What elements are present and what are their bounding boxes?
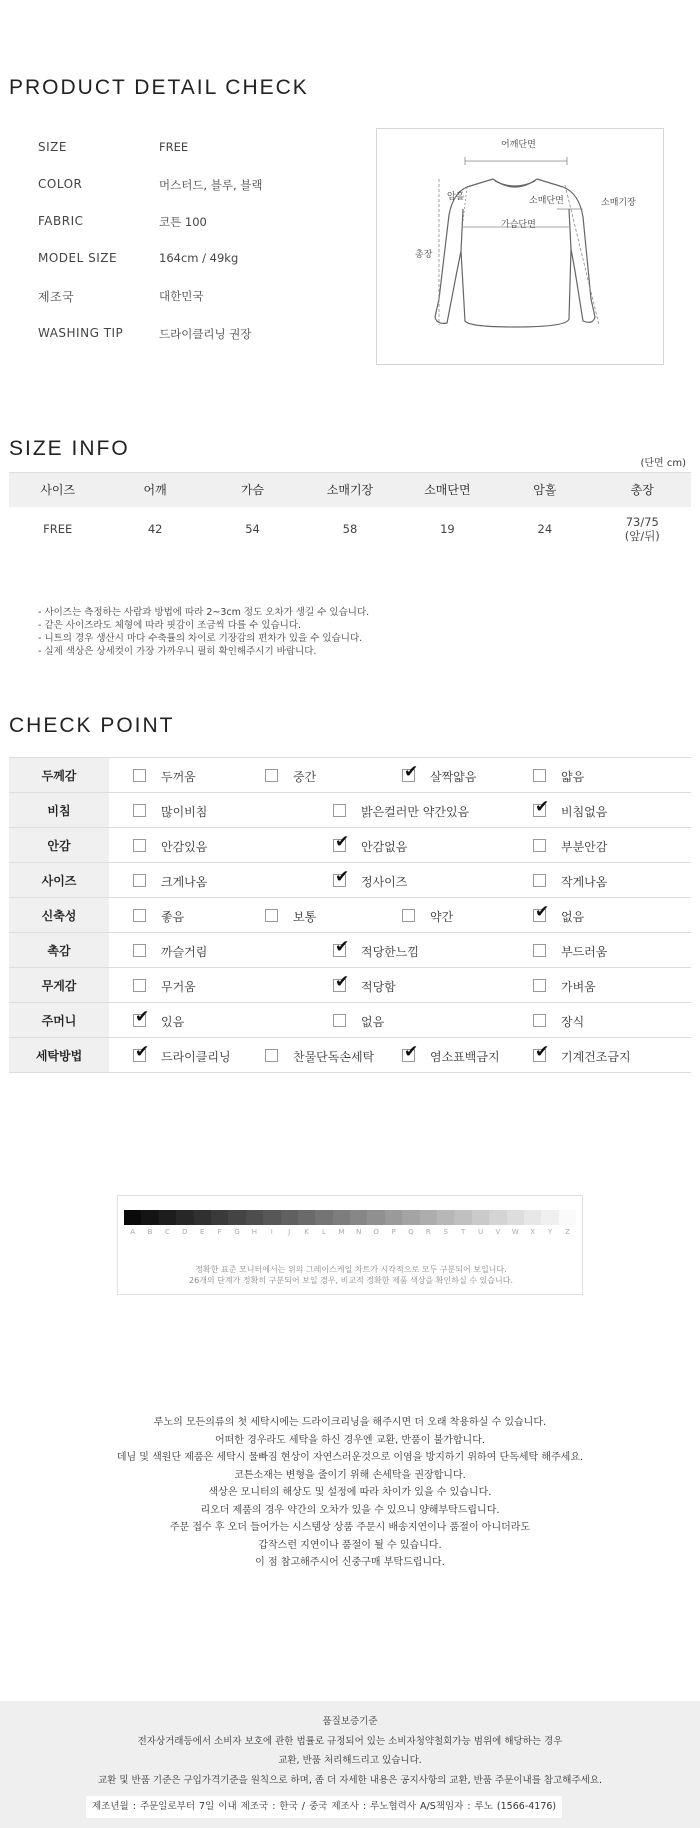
checkbox-label: 중간 <box>293 770 317 784</box>
checkpoint-heading: 사이즈 <box>9 863 109 898</box>
cell-length-value: 73/75 <box>625 514 659 529</box>
size-table-header <box>9 473 691 507</box>
size-table <box>9 472 691 547</box>
grayscale-note <box>118 1264 584 1286</box>
checkbox-icon <box>533 797 550 817</box>
checkpoint-heading: 두께감 <box>9 758 109 793</box>
care-notice <box>0 1414 700 1572</box>
check-mark-icon: ✔ <box>335 832 350 852</box>
th-armhole: 암홀 <box>496 473 593 507</box>
grayscale-letter: T <box>460 1228 466 1236</box>
pd-row-model-size <box>38 251 338 271</box>
checkbox-icon <box>133 1007 150 1027</box>
cell-shoulder: 42 <box>147 521 163 536</box>
th-length: 총장 <box>594 473 691 507</box>
checkpoint-heading: 신축성 <box>9 898 109 933</box>
grayscale-letter: C <box>165 1228 170 1236</box>
grayscale-step <box>350 1210 367 1225</box>
checkbox-label: 기계건조금지 <box>561 1050 631 1064</box>
th-shoulder: 어깨 <box>106 473 203 507</box>
check-point-title: CHECK POINT <box>9 714 175 737</box>
check-mark-icon: ✔ <box>535 797 550 817</box>
checkpoint-row <box>9 1038 691 1073</box>
checkbox-label: 정사이즈 <box>361 875 408 889</box>
pd-value: 드라이클리닝 권장 <box>159 327 252 341</box>
checkbox-icon <box>265 909 278 922</box>
checkbox-icon <box>533 874 546 887</box>
checkbox-label: 없음 <box>361 1015 385 1029</box>
grayscale-letter: Q <box>408 1228 414 1236</box>
cell-armhole: 24 <box>537 521 553 536</box>
pd-row-origin <box>38 288 338 308</box>
pd-key: MODEL SIZE <box>38 251 118 265</box>
cell-chest: 54 <box>245 521 260 536</box>
footer-line: 교환, 반품 처리해드리고 있습니다. <box>278 1755 422 1766</box>
checkbox-label: 많이비침 <box>161 805 208 819</box>
checkbox-label: 적당한느낌 <box>361 945 419 959</box>
checkpoint-row <box>9 968 691 1003</box>
grayscale-letter: Z <box>565 1228 570 1236</box>
checkpoint-options <box>109 758 691 793</box>
grayscale-letter: I <box>270 1228 273 1236</box>
grayscale-letter: E <box>200 1228 205 1236</box>
product-detail-title: PRODUCT DETAIL CHECK <box>9 76 309 99</box>
check-mark-icon: ✔ <box>135 1042 150 1062</box>
grayscale-step <box>141 1210 158 1225</box>
checkbox-label: 보통 <box>293 910 317 924</box>
checkbox-icon <box>133 1042 150 1062</box>
checkpoint-heading: 무게감 <box>9 968 109 1003</box>
checkbox-label: 없음 <box>561 910 585 924</box>
checkbox-label: 두꺼움 <box>161 770 196 784</box>
grayscale-chart <box>117 1195 583 1295</box>
checkpoint-heading: 촉감 <box>9 933 109 968</box>
checkbox-icon <box>265 769 278 782</box>
checkbox-icon <box>533 979 546 992</box>
cell-length <box>594 507 691 547</box>
checkbox-icon <box>333 867 350 887</box>
grayscale-letter: H <box>251 1228 258 1236</box>
grayscale-letter: P <box>391 1228 396 1236</box>
note-line: - 사이즈는 측정하는 사람과 방법에 따라 2~3cm 정도 오차가 생길 수 있습니다. <box>38 607 370 618</box>
checkpoint-row <box>9 828 691 863</box>
pd-value: 머스터드, 블루, 블랙 <box>159 178 263 192</box>
checkbox-label: 살짝얇음 <box>430 770 477 784</box>
checkbox-label: 까슬거림 <box>161 945 208 959</box>
grayscale-letter: G <box>234 1228 240 1236</box>
checkbox-icon <box>533 769 546 782</box>
grayscale-letter: D <box>182 1228 188 1236</box>
checkpoint-heading: 안감 <box>9 828 109 863</box>
check-mark-icon: ✔ <box>404 762 419 782</box>
care-line: 데님 및 색원단 제품은 세탁시 물빠짐 현상이 자연스러운것으로 이염을 방지하기 위하여 단독세탁 해주세요. <box>116 1452 584 1463</box>
checkpoint-options <box>109 933 691 968</box>
checkbox-icon <box>133 944 146 957</box>
grayscale-step <box>333 1210 350 1225</box>
grayscale-letter: X <box>530 1228 536 1236</box>
label-length: 총장 <box>415 250 433 260</box>
grayscale-step <box>402 1210 419 1225</box>
grayscale-step <box>281 1210 298 1225</box>
grayscale-letter: W <box>511 1228 519 1236</box>
care-line: 리오더 제품의 경우 약간의 오차가 있을 수 있으니 양해부탁드립니다. <box>200 1504 500 1516</box>
grayscale-step <box>246 1210 263 1225</box>
checkpoint-heading: 주머니 <box>9 1003 109 1038</box>
grayscale-step <box>367 1210 384 1225</box>
care-line: 루노의 모든의류의 첫 세탁시에는 드라이크리닝을 해주시면 더 오래 착용하실 수 있습니다. <box>153 1417 547 1428</box>
footer-heading: 품질보증기준 <box>322 1716 378 1727</box>
care-line: 색상은 모니터의 해상도 및 설정에 따라 차이가 있을 수 있습니다. <box>208 1487 492 1498</box>
th-chest: 가슴 <box>204 473 301 507</box>
grayscale-letters <box>124 1228 576 1236</box>
checkpoint-row <box>9 758 691 793</box>
checkpoint-row <box>9 793 691 828</box>
grayscale-note-line: 정확한 표준 모니터에서는 위의 그레이스케일 차트가 시각적으로 모두 구분되어 보입니다. <box>195 1265 507 1274</box>
check-mark-icon: ✔ <box>335 972 350 992</box>
grayscale-step <box>437 1210 454 1225</box>
care-line: 갑작스런 지연이나 품절이 될 수 있습니다. <box>258 1539 442 1551</box>
grayscale-letter: R <box>425 1228 431 1236</box>
pd-value: 코튼 100 <box>159 215 207 229</box>
checkbox-icon <box>265 1049 278 1062</box>
check-mark-icon: ✔ <box>535 1042 550 1062</box>
checkbox-label: 부드러움 <box>561 945 608 959</box>
grayscale-letter: Y <box>547 1228 553 1236</box>
grayscale-letter: J <box>288 1228 291 1236</box>
grayscale-letter: U <box>477 1228 484 1236</box>
grayscale-letter: K <box>304 1228 309 1236</box>
checkpoint-options <box>109 863 691 898</box>
check-mark-icon: ✔ <box>335 937 350 957</box>
grayscale-step <box>559 1210 576 1225</box>
footer-line: 전자상거래등에서 소비자 보호에 관한 법률로 규정되어 있는 소비자청약철회가능 범위에 해당하는 경우 <box>137 1735 563 1747</box>
cell-sleeve-width: 19 <box>440 521 455 536</box>
care-line: 어떠한 경우라도 세탁을 하신 경우엔 교환, 반품이 불가합니다. <box>214 1434 486 1446</box>
grayscale-letter: B <box>147 1228 153 1236</box>
unit-note: (단면 cm) <box>640 458 686 469</box>
grayscale-step <box>385 1210 402 1225</box>
grayscale-letter: F <box>217 1228 222 1236</box>
pd-key: 제조국 <box>38 290 75 304</box>
grayscale-step <box>159 1210 176 1225</box>
size-info-title: SIZE INFO <box>9 437 130 460</box>
cell-length-sub: (앞/뒤) <box>624 528 660 543</box>
check-mark-icon: ✔ <box>535 902 550 922</box>
grayscale-letter: S <box>443 1228 448 1236</box>
grayscale-step <box>507 1210 524 1225</box>
table-row <box>9 507 691 547</box>
grayscale-letter: L <box>322 1228 326 1236</box>
checkpoint-options <box>109 1038 691 1073</box>
checkbox-icon <box>333 804 346 817</box>
checkpoint-heading: 세탁방법 <box>9 1038 109 1073</box>
checkbox-icon <box>402 762 419 782</box>
checkbox-label: 부분안감 <box>561 840 608 854</box>
care-line: 이 점 참고해주시어 신중구매 부탁드립니다. <box>255 1557 445 1568</box>
grayscale-step <box>228 1210 245 1225</box>
label-sleeve-width: 소매단면 <box>529 196 564 206</box>
grayscale-step <box>454 1210 471 1225</box>
grayscale-letter: A <box>130 1228 136 1236</box>
pd-key: FABRIC <box>38 214 84 228</box>
grayscale-step <box>176 1210 193 1225</box>
checkbox-icon <box>533 1042 550 1062</box>
pd-key: SIZE <box>38 140 67 154</box>
quality-footer <box>0 1701 700 1828</box>
grayscale-step <box>420 1210 437 1225</box>
pd-value: 대한민국 <box>159 289 204 303</box>
checkpoint-options <box>109 1003 691 1038</box>
grayscale-step <box>489 1210 506 1225</box>
size-notes <box>38 606 369 658</box>
checkbox-icon <box>333 1014 346 1027</box>
checkbox-icon <box>133 979 146 992</box>
checkbox-label: 가벼움 <box>561 980 596 994</box>
checkbox-label: 크게나옴 <box>161 875 208 889</box>
th-size: 사이즈 <box>9 473 106 507</box>
checkbox-label: 찬물단독손세탁 <box>293 1050 375 1064</box>
cell-sleeve-length: 58 <box>342 521 358 536</box>
grayscale-letter: N <box>356 1228 362 1236</box>
pd-row-color <box>38 177 338 197</box>
check-mark-icon: ✔ <box>135 1007 150 1027</box>
note-line: - 실제 색상은 상세컷이 가장 가까우니 필히 확인해주시기 바랍니다. <box>38 646 317 657</box>
checkbox-label: 약간 <box>430 910 454 924</box>
pd-value: FREE <box>159 140 189 154</box>
pd-row-fabric <box>38 214 338 234</box>
checkpoint-heading: 비침 <box>9 793 109 828</box>
note-line: - 니트의 경우 생산시 마다 수축률의 차이로 기장감의 편차가 있을 수 있습니다. <box>38 633 363 644</box>
checkpoint-options <box>109 898 691 933</box>
footer-info: 제조년월 : 주문일로부터 7일 이내 제조국 : 한국 / 중국 제조사 : 루노협력사 A/S책임자 : 루노 (1566-4176) <box>86 1796 562 1818</box>
checkbox-icon <box>133 874 146 887</box>
care-line: 코튼소재는 변형을 줄이기 위해 손세탁을 권장합니다. <box>234 1469 466 1481</box>
th-sleeve-length: 소매기장 <box>301 473 398 507</box>
checkpoint-row <box>9 1003 691 1038</box>
checkpoint-options <box>109 793 691 828</box>
checkbox-icon <box>402 1042 419 1062</box>
checkbox-label: 얇음 <box>561 770 585 784</box>
checkbox-label: 무거움 <box>161 980 196 994</box>
grayscale-step <box>263 1210 280 1225</box>
pd-row-washing-tip <box>38 326 338 346</box>
checkbox-label: 장식 <box>561 1015 585 1029</box>
checkbox-icon <box>133 769 146 782</box>
checkbox-icon <box>402 909 415 922</box>
checkbox-icon <box>333 937 350 957</box>
checkpoint-row <box>9 863 691 898</box>
footer-lines <box>0 1712 700 1790</box>
grayscale-step <box>541 1210 558 1225</box>
checkbox-label: 안감있음 <box>161 840 208 854</box>
label-chest: 가슴단면 <box>501 220 536 230</box>
checkbox-label: 있음 <box>161 1015 185 1029</box>
checkbox-icon <box>333 832 350 852</box>
checkbox-icon <box>133 839 146 852</box>
pd-row-size <box>38 140 338 160</box>
pd-key: WASHING TIP <box>38 326 124 340</box>
checkbox-icon <box>133 909 146 922</box>
grayscale-step <box>211 1210 228 1225</box>
note-line: - 같은 사이즈라도 체형에 따라 핏감이 조금씩 다를 수 있습니다. <box>38 620 302 631</box>
th-sleeve-width: 소매단면 <box>399 473 496 507</box>
checkbox-icon <box>533 944 546 957</box>
label-armhole: 암홀 <box>447 192 465 202</box>
check-point-table <box>9 757 691 1073</box>
checkbox-label: 작게나옴 <box>561 875 608 889</box>
check-mark-icon: ✔ <box>335 867 350 887</box>
checkpoint-options <box>109 968 691 1003</box>
checkbox-label: 드라이클리닝 <box>161 1050 231 1064</box>
checkbox-icon <box>533 1014 546 1027</box>
footer-line: 교환 및 반품 기준은 구입가격기준을 원칙으로 하며, 좀 더 자세한 내용은 공지사항의 교환, 반품 주문이내를 참고해주세요. <box>97 1774 603 1786</box>
grayscale-letter: M <box>338 1228 345 1236</box>
grayscale-step <box>524 1210 541 1225</box>
checkbox-icon <box>133 804 146 817</box>
grayscale-note-line: 26개의 단계가 정확히 구분되어 보일 경우, 비교적 정확한 제품 색상을 확인하실 수 있습니다. <box>189 1276 513 1285</box>
grayscale-step <box>315 1210 332 1225</box>
checkbox-label: 비침없음 <box>561 805 608 819</box>
measurement-diagram <box>376 128 664 365</box>
care-line: 주문 접수 후 오더 들어가는 시스템상 상품 주문시 배송지연이나 품절이 아니더라도 <box>169 1522 531 1533</box>
checkbox-icon <box>333 972 350 992</box>
grayscale-step <box>124 1210 141 1225</box>
checkbox-label: 좋음 <box>161 910 185 924</box>
check-mark-icon: ✔ <box>404 1042 419 1062</box>
checkbox-icon <box>533 839 546 852</box>
grayscale-step <box>194 1210 211 1225</box>
grayscale-bar <box>124 1210 576 1225</box>
checkbox-label: 안감없음 <box>361 840 408 854</box>
label-sleeve-length: 소매기장 <box>601 198 636 208</box>
label-shoulder: 어깨단면 <box>501 140 536 150</box>
checkpoint-row <box>9 898 691 933</box>
cell-size: FREE <box>43 521 73 536</box>
checkbox-label: 밝은컬러만 약간있음 <box>361 805 470 819</box>
pd-key: COLOR <box>38 177 83 191</box>
grayscale-step <box>298 1210 315 1225</box>
checkbox-icon <box>533 902 550 922</box>
grayscale-step <box>472 1210 489 1225</box>
checkpoint-row <box>9 933 691 968</box>
grayscale-letter: V <box>495 1228 501 1236</box>
checkbox-label: 염소표백금지 <box>430 1050 500 1064</box>
pd-value: 164cm / 49kg <box>159 251 239 265</box>
checkpoint-options <box>109 828 691 863</box>
grayscale-letter: O <box>373 1228 379 1236</box>
checkbox-label: 적당함 <box>361 980 396 994</box>
